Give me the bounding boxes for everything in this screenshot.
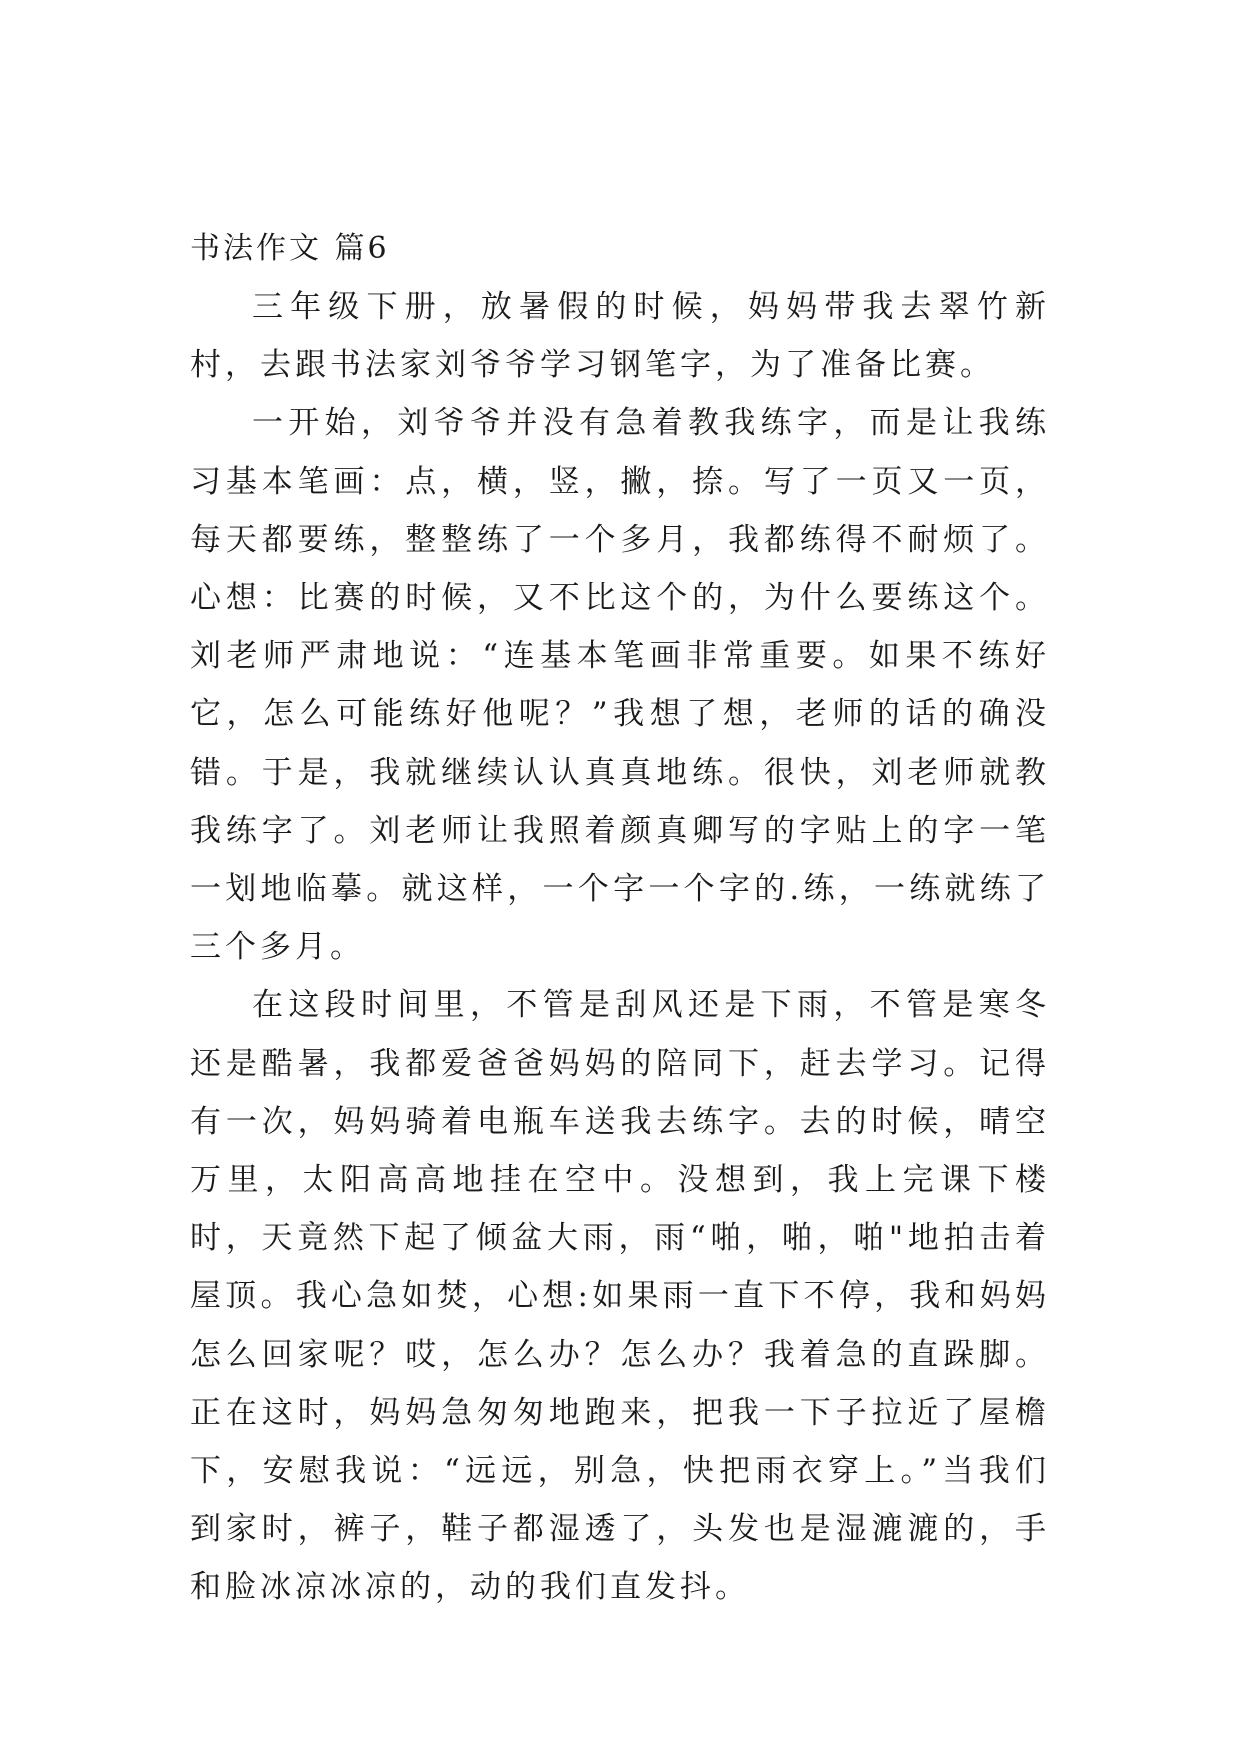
document-body <box>190 220 1050 1617</box>
paragraph-3: 在这段时间里，不管是刮风还是下雨，不管是寒冬还是酷暑，我都爱爸爸妈妈的陪同下，赶去学习。记得有一次，妈妈骑着电瓶车送我去练字。去的时候，晴空万里，太阳高高地挂在空中。没想到，我上完课下楼时，天竟然下起了倾盆大雨，雨“啪，啪，啪"地拍击着屋顶。我心急如焚，心想:如果雨一直下不停，我和妈妈怎么回家呢？哎，怎么办？怎么办？我着急的直跺脚。正在这时，妈妈急匆匆地跑来，把我一下子拉近了屋檐下，安慰我说：“远远，别急，快把雨衣穿上。”当我们到家时，裤子，鞋子都湿透了，头发也是湿漉漉的，手和脸冰凉冰凉的，动的我们直发抖。 <box>190 987 1050 1606</box>
paragraph-2: 一开始，刘爷爷并没有急着教我练字，而是让我练习基本笔画：点，横，竖，撇，捺。写了一页又一页，每天都要练，整整练了一个多月，我都练得不耐烦了。心想：比赛的时候，又不比这个的，为什么要练这个。刘老师严肃地说：“连基本笔画非常重要。如果不练好它，怎么可能练好他呢？”我想了想，老师的话的确没错。于是，我就继续认认真真地练。很快，刘老师就教我练字了。刘老师让我照着颜真卿写的字贴上的字一笔一划地临摹。就这样，一个字一个字的.练，一练就练了三个多月。 <box>190 405 1050 966</box>
document-title: 书法作文 篇6 <box>190 231 390 266</box>
paragraph-1: 三年级下册，放暑假的时候，妈妈带我去翠竹新村，去跟书法家刘爷爷学习钢笔字，为了准备比赛。 <box>190 289 1050 384</box>
